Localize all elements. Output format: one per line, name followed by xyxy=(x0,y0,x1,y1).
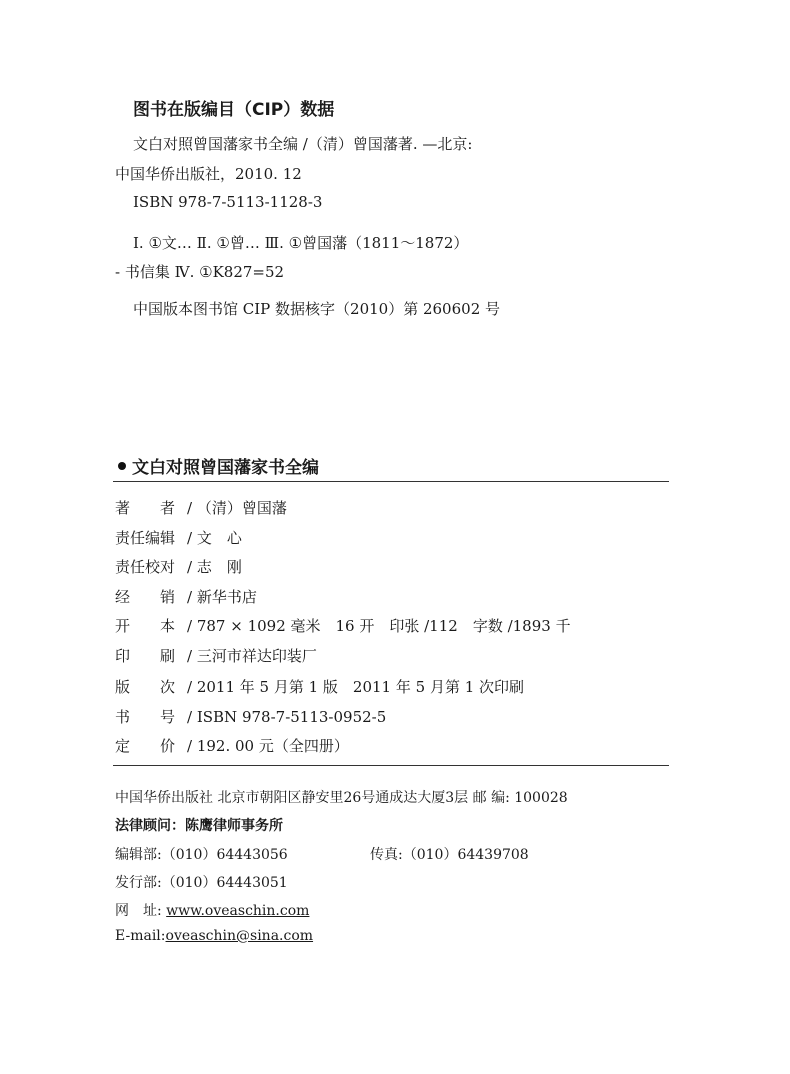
info-value: 三河市祥达印装厂 xyxy=(196,647,317,665)
website-row xyxy=(115,900,309,920)
info-value: 文 心 xyxy=(196,529,242,547)
cip-line-2: 中国华侨出版社，2010. 12 xyxy=(115,165,302,183)
info-value: ISBN 978-7-5113-0952-5 xyxy=(196,708,387,726)
cip-line-5: - 书信集 Ⅳ. ①K827=52 xyxy=(115,263,285,281)
info-row: 责任校对 / 志 刚 xyxy=(115,558,242,576)
distribution-label: 发行部: xyxy=(115,875,162,891)
bullet-icon xyxy=(118,462,126,470)
info-label: 定 价 xyxy=(115,737,176,755)
divider-bottom xyxy=(113,765,669,766)
info-value: 2011 年 5 月第 1 版 2011 年 5 月第 1 次印刷 xyxy=(196,678,525,696)
info-label: 著 者 xyxy=(115,499,176,517)
fax-contact xyxy=(370,844,529,864)
info-row: 著 者 / （清）曾国藩 xyxy=(115,499,287,517)
book-title: 文白对照曾国藩家书全编 xyxy=(132,458,319,478)
editorial-phone: （010）64443056 xyxy=(161,847,288,863)
info-row: 版 次 / 2011 年 5 月第 1 版 2011 年 5 月第 1 次印刷 xyxy=(115,678,525,696)
info-label: 经 销 xyxy=(115,588,176,606)
email-link[interactable]: oveaschin@sina.com xyxy=(165,928,314,944)
website-label: 网 址: xyxy=(115,903,162,919)
info-label: 印 刷 xyxy=(115,647,176,665)
info-label: 责任校对 xyxy=(115,558,176,576)
fax-label: 传真: xyxy=(370,847,403,863)
email-row xyxy=(115,928,313,944)
distribution-phone: （010）64443051 xyxy=(161,875,288,891)
info-label: 责任编辑 xyxy=(115,529,176,547)
info-label: 版 次 xyxy=(115,678,176,696)
distribution-contact xyxy=(115,872,288,892)
cip-line-4: Ⅰ. ①文… Ⅱ. ①曾… Ⅲ. ①曾国藩（1811～1872） xyxy=(133,234,469,252)
info-value: 新华书店 xyxy=(196,588,257,606)
editorial-contact xyxy=(115,844,288,864)
info-label: 书 号 xyxy=(115,708,176,726)
info-row: 经 销 / 新华书店 xyxy=(115,588,257,606)
info-value: 志 刚 xyxy=(196,558,242,576)
info-value: （清）曾国藩 xyxy=(196,499,287,517)
info-row: 书 号 / ISBN 978-7-5113-0952-5 xyxy=(115,708,387,726)
editorial-label: 编辑部: xyxy=(115,847,162,863)
cip-line-1: 文白对照曾国藩家书全编 /（清）曾国藩著. —北京: xyxy=(133,135,473,153)
info-label: 开 本 xyxy=(115,617,176,635)
info-row: 印 刷 / 三河市祥达印装厂 xyxy=(115,647,317,665)
cip-title: 图书在版编目（CIP）数据 xyxy=(133,100,335,120)
email-label: E-mail: xyxy=(115,928,166,944)
fax-phone: （010）64439708 xyxy=(402,847,529,863)
cip-line-3: ISBN 978-7-5113-1128-3 xyxy=(133,193,323,211)
info-value: 192. 00 元（全四册） xyxy=(196,737,349,755)
book-title-row xyxy=(118,453,319,478)
info-value: 787 × 1092 毫米 16 开 印张 /112 字数 /1893 千 xyxy=(196,617,571,635)
info-row: 责任编辑 / 文 心 xyxy=(115,529,242,547)
legal-advisor: 法律顾问：陈鹰律师事务所 xyxy=(115,818,283,834)
website-link[interactable]: www.oveaschin.com xyxy=(166,903,310,919)
info-row: 开 本 / 787 × 1092 毫米 16 开 印张 /112 字数 /1893 千 xyxy=(115,617,571,635)
publisher-address: 中国华侨出版社 北京市朝阳区静安里26号通成达大厦3层 邮 编: 100028 xyxy=(115,790,568,806)
info-row: 定 价 / 192. 00 元（全四册） xyxy=(115,737,349,755)
cip-line-6: 中国版本图书馆 CIP 数据核字（2010）第 260602 号 xyxy=(133,300,501,318)
divider-top xyxy=(113,481,669,482)
